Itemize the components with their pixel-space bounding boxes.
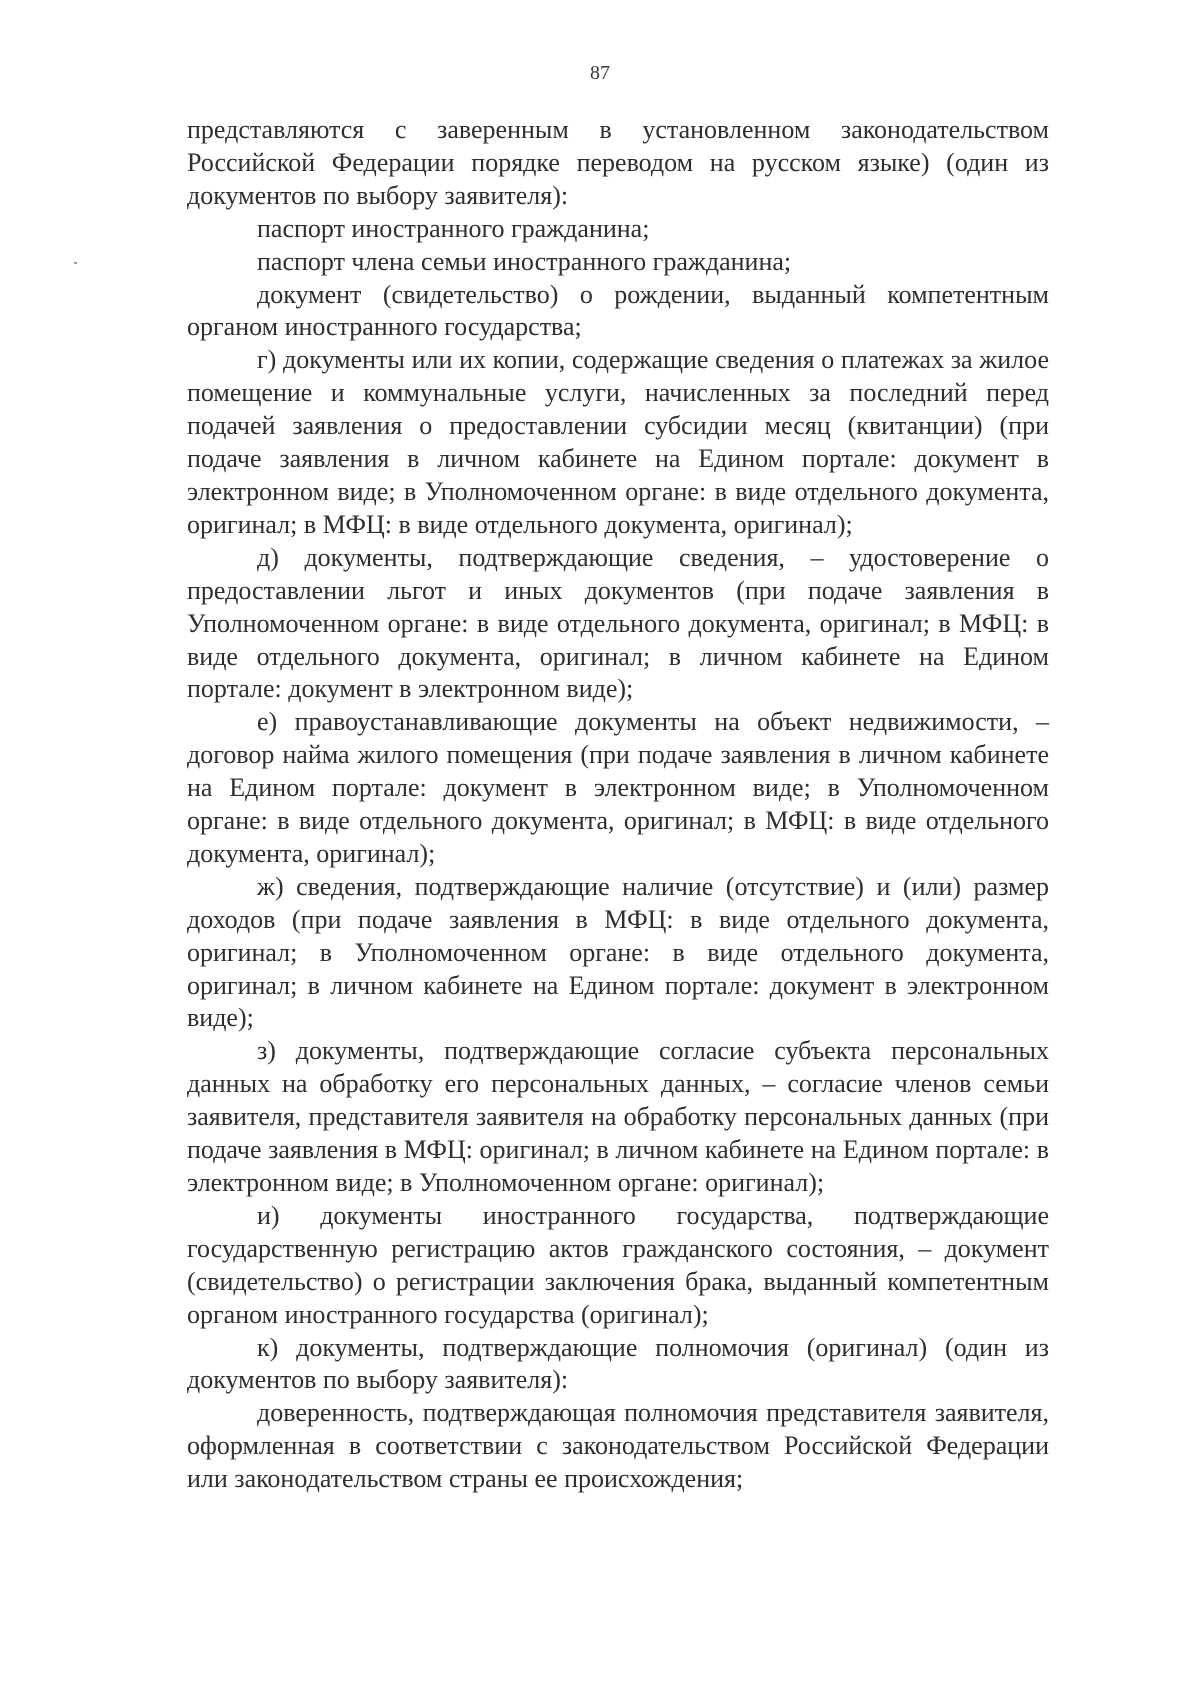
paragraph-item-i: и) документы иностранного государства, подтверждающие государственную регистрацию актов гражданского состояния, – документ (свидетельство) о регистрации заключения брака, выданный компетентным органом иностранного государства (оригинал); bbox=[187, 1200, 1049, 1329]
paragraph-power-of-attorney: доверенность, подтверждающая полномочия представителя заявителя, оформленная в соответствии с законодательством Российской Федерации или законодательством страны ее происхождения; bbox=[187, 1398, 1049, 1494]
paragraph-item-k: к) документы, подтверждающие полномочия (оригинал) (один из документов по выбору заявителя): bbox=[187, 1332, 1049, 1395]
paragraph-item-zh: ж) сведения, подтверждающие наличие (отсутствие) и (или) размер доходов (при подаче заявления в МФЦ: в виде отдельного документа, оригинал; в Уполномоченном органе: в виде отдельного документа, оригинал; в личном кабинете на Едином портале: документ в электронном виде); bbox=[187, 871, 1049, 1033]
document-body bbox=[187, 114, 1049, 1496]
paragraph-birth-certificate: документ (свидетельство) о рождении, выданный компетентным органом иностранного государства; bbox=[187, 279, 1049, 342]
paragraph-item-e: е) правоустанавливающие документы на объект недвижимости, – договор найма жилого помещения (при подаче заявления в личном кабинете на Едином портале: документ в электронном виде; в Уполномоченном органе: в виде отдельного документа, оригинал; в МФЦ: в виде отдельного документа, оригинал); bbox=[187, 707, 1049, 868]
paragraph-item-g: г) документы или их копии, содержащие сведения о платежах за жилое помещение и коммунальные услуги, начисленных за последний перед подачей заявления о предоставлении субсидии месяц (квитанции) (при подаче заявления в личном кабинете на Едином портале: документ в электронном виде; в Уполномоченном органе: в виде отдельного документа, оригинал; в МФЦ: в виде отдельного документа, оригинал); bbox=[187, 345, 1049, 539]
paragraph-item-z: з) документы, подтверждающие согласие субъекта персональных данных на обработку его персональных данных, – согласие членов семьи заявителя, представителя заявителя на обработку персональных данных (при подаче заявления в МФЦ: оригинал; в личном кабинете на Едином портале: в электронном виде; в Уполномоченном органе: оригинал); bbox=[187, 1036, 1049, 1197]
page-number: 87 bbox=[590, 62, 610, 84]
scan-speck bbox=[74, 262, 77, 264]
paragraph-family-member-passport: паспорт члена семьи иностранного гражданина; bbox=[257, 246, 792, 276]
paragraph-foreign-passport: паспорт иностранного гражданина; bbox=[257, 213, 650, 243]
paragraph-item-d: д) документы, подтверждающие сведения, – удостоверение о предоставлении льгот и иных документов (при подаче заявления в Уполномоченном органе: в виде отдельного документа, оригинал; в МФЦ: в виде отдельного документа, оригинал; в личном кабинете на Едином портале: документ в электронном виде); bbox=[187, 542, 1049, 704]
paragraph-continuation: представляются с заверенным в установленном законодательством Российской Федерации порядке переводом на русском языке) (один из документов по выбору заявителя): bbox=[187, 115, 1049, 210]
